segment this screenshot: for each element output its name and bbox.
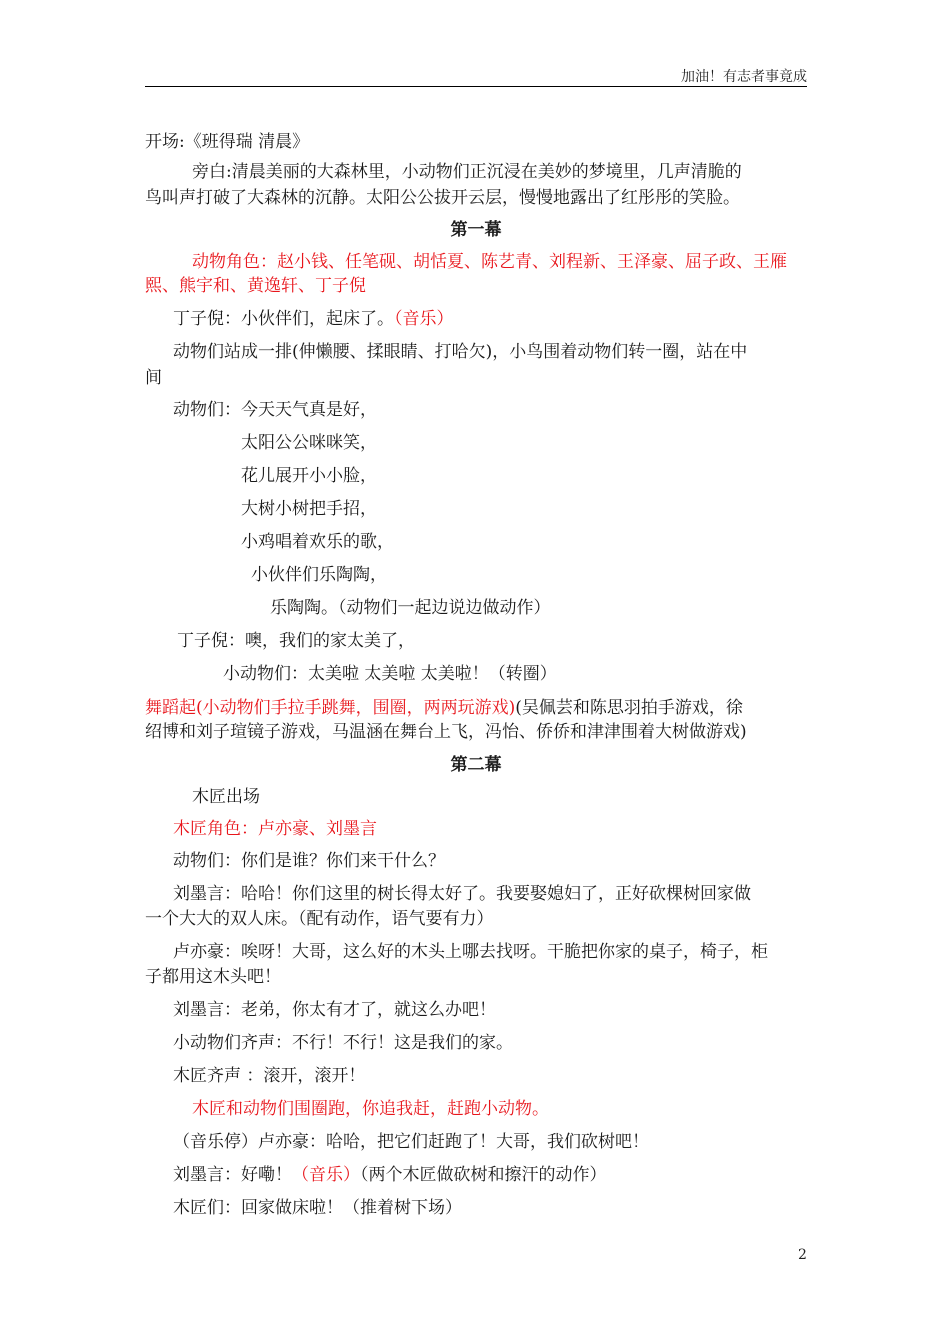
liu-line-3-action: （两个木匠做砍树和擦汗的动作）: [360, 1165, 607, 1185]
liu-line-3: [173, 1163, 607, 1187]
liu-line-2: 刘墨言：老弟，你太有才了，就这么办吧！: [173, 1000, 496, 1020]
lu-line-2: （音乐停）卢亦豪：哈哈，把它们赶跑了！大哥，我们砍树吧！: [173, 1132, 649, 1152]
carpenters-home-line: 木匠们：回家做床啦！（推着树下场）: [173, 1198, 462, 1218]
act1-roles-line-2: 熙、熊宇和、黄逸轩、丁子倪: [145, 276, 366, 296]
opening-line: 开场:《班得瑞 清晨》: [145, 132, 310, 152]
verse-line-4: 小鸡唱着欢乐的歌，: [241, 532, 394, 552]
chase-line: 木匠和动物们围圈跑，你追我赶，赶跑小动物。: [192, 1099, 549, 1119]
act2-title: 第二幕: [450, 755, 502, 775]
carpenter-roles-line: 木匠角色：卢亦豪、刘墨言: [173, 819, 377, 839]
liu-line-1a: 刘墨言：哈哈！你们这里的树长得太好了。我要娶媳妇了，正好砍棵树回家做: [173, 884, 751, 904]
narration-line-1: 旁白:清晨美丽的大森林里，小动物们正沉浸在美妙的梦境里，几声清脆的: [192, 162, 742, 182]
animals-ask-line: 动物们：你们是谁？你们来干什么？: [173, 851, 445, 871]
ding-line-2: 丁子倪：噢，我们的家太美了，: [177, 631, 415, 651]
dance-line-2: 绍博和刘子瑄镜子游戏，马温涵在舞台上飞，冯怡、侨侨和津津围着大树做游戏): [145, 722, 747, 742]
dance-line-1: [145, 696, 743, 720]
ding-line-1: [173, 307, 454, 331]
header-rule: [145, 86, 807, 87]
ding-line-1-text: 丁子倪：小伙伴们，起床了。: [173, 309, 394, 329]
carpenter-enter-line: 木匠出场: [192, 787, 260, 807]
narration-line-2: 鸟叫声打破了大森林的沉静。太阳公公拔开云层，慢慢地露出了红彤彤的笑脸。: [145, 188, 740, 208]
liu-line-3-text: 刘墨言：好嘞！: [173, 1165, 292, 1185]
music-cue-1: （音乐）: [394, 309, 454, 329]
verse-line-5: 小伙伴们乐陶陶，: [251, 565, 387, 585]
stage-direction-1b: 间: [145, 368, 162, 388]
dance-cue: 舞蹈起(小动物们手拉手跳舞，围圈，两两玩游戏): [145, 698, 516, 718]
animals-say-line: 动物们：今天天气真是好，: [173, 400, 377, 420]
lu-line-1a: 卢亦豪：唉呀！大哥，这么好的木头上哪去找呀。干脆把你家的桌子，椅子，柜: [173, 942, 768, 962]
stage-direction-1: 动物们站成一排(伸懒腰、揉眼睛、打哈欠)，小鸟围着动物们转一圈，站在中: [173, 342, 748, 362]
verse-line-1: 太阳公公咪咪笑，: [241, 433, 377, 453]
animals-chorus-line: 小动物们齐声：不行！不行！这是我们的家。: [173, 1033, 513, 1053]
dance-detail: (吴佩芸和陈思羽拍手游戏，徐: [515, 698, 743, 718]
act1-roles-line-1: 动物角色：赵小钱、任笔砚、胡恬夏、陈艺青、刘程新、王泽豪、屈子政、王雁: [192, 252, 787, 272]
verse-line-3: 大树小树把手招，: [241, 499, 377, 519]
header-motto: 加油！有志者事竟成: [681, 69, 807, 85]
carpenters-say-line: 木匠齐声 ：滚开，滚开！: [173, 1066, 366, 1086]
small-animals-line: 小动物们：太美啦 太美啦 太美啦！（转圈）: [223, 664, 557, 684]
music-cue-2: （音乐）: [292, 1165, 360, 1185]
lu-line-1b: 子都用这木头吧！: [145, 967, 281, 987]
verse-line-6: 乐陶陶。（动物们一起边说边做动作）: [270, 598, 551, 618]
act1-title: 第一幕: [450, 220, 502, 240]
liu-line-1b: 一个大大的双人床。（配有动作，语气要有力）: [145, 909, 494, 929]
page-number: 2: [798, 1247, 807, 1263]
verse-line-2: 花儿展开小小脸，: [241, 466, 377, 486]
